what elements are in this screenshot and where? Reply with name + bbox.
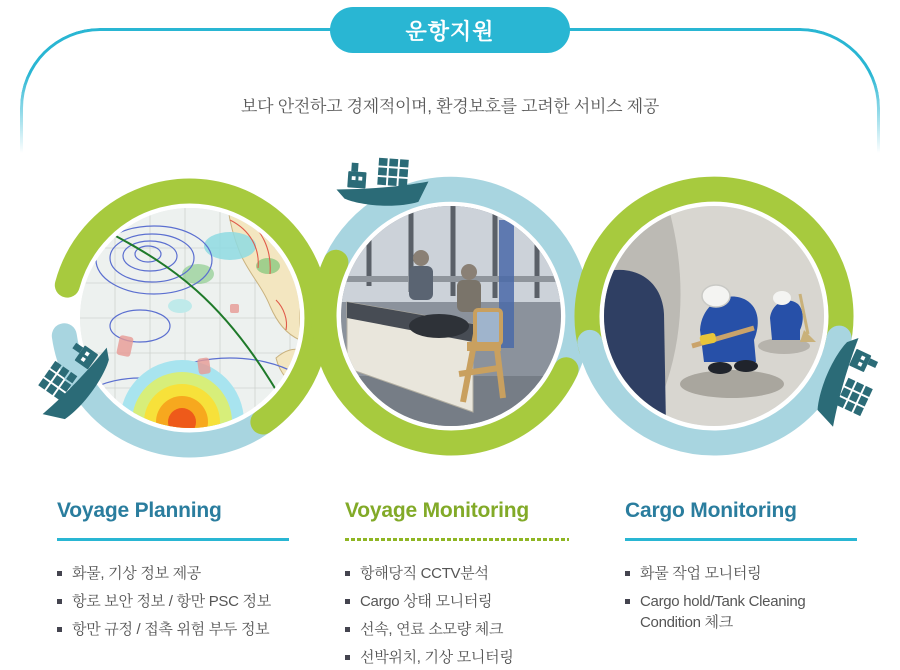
voyage-monitoring-medallion (311, 176, 591, 456)
square-bullet-icon (345, 571, 350, 576)
square-bullet-icon (57, 627, 62, 632)
weather-chart-graphic (80, 208, 300, 428)
square-bullet-icon (625, 571, 630, 576)
voyage-planning-list (57, 563, 289, 640)
bridge-cctv-graphic (341, 206, 561, 426)
cargo-monitoring-medallion (574, 176, 854, 456)
list-item: 화물 작업 모니터링 (625, 563, 857, 584)
list-item: Cargo 상태 모니터링 (345, 591, 569, 612)
cargo-ship-icon (333, 151, 433, 220)
section-title-badge (330, 7, 570, 53)
list-item: Cargo hold/Tank Cleaning Condition 체크 (625, 591, 857, 633)
bridge-cctv-image (341, 206, 561, 426)
voyage-planning-column (57, 498, 289, 647)
cargo-monitoring-title: Cargo Monitoring (625, 499, 797, 522)
voyage-monitoring-column (345, 498, 569, 670)
weather-routing-chart-image (80, 208, 300, 428)
list-item: 항만 규정 / 접촉 위험 부두 정보 (57, 619, 289, 640)
title-underline (345, 538, 569, 541)
voyage-monitoring-title: Voyage Monitoring (345, 499, 530, 522)
square-bullet-icon (57, 571, 62, 576)
square-bullet-icon (345, 655, 350, 660)
square-bullet-icon (345, 599, 350, 604)
list-item: 항해당직 CCTV분석 (345, 563, 569, 584)
cargo-monitoring-column (625, 498, 857, 640)
voyage-planning-medallion (50, 178, 330, 458)
square-bullet-icon (625, 599, 630, 604)
cargo-hold-cleaning-image (604, 206, 824, 426)
square-bullet-icon (57, 599, 62, 604)
list-item: 화물, 기상 정보 제공 (57, 563, 289, 584)
cargo-monitoring-list (625, 563, 857, 633)
list-item: 선박위치, 기상 모니터링 (345, 647, 569, 668)
title-underline (57, 538, 289, 541)
list-item: 항로 보안 정보 / 항만 PSC 정보 (57, 591, 289, 612)
voyage-planning-title: Voyage Planning (57, 499, 222, 522)
title-underline (625, 538, 857, 541)
voyage-monitoring-list (345, 563, 569, 668)
section-title-text: 운항지원 (405, 18, 495, 44)
section-subtitle: 보다 안전하고 경제적이며, 환경보호를 고려한 서비스 제공 (241, 97, 659, 116)
hold-cleaning-graphic (604, 206, 824, 426)
square-bullet-icon (345, 627, 350, 632)
list-item: 선속, 연료 소모량 체크 (345, 619, 569, 640)
